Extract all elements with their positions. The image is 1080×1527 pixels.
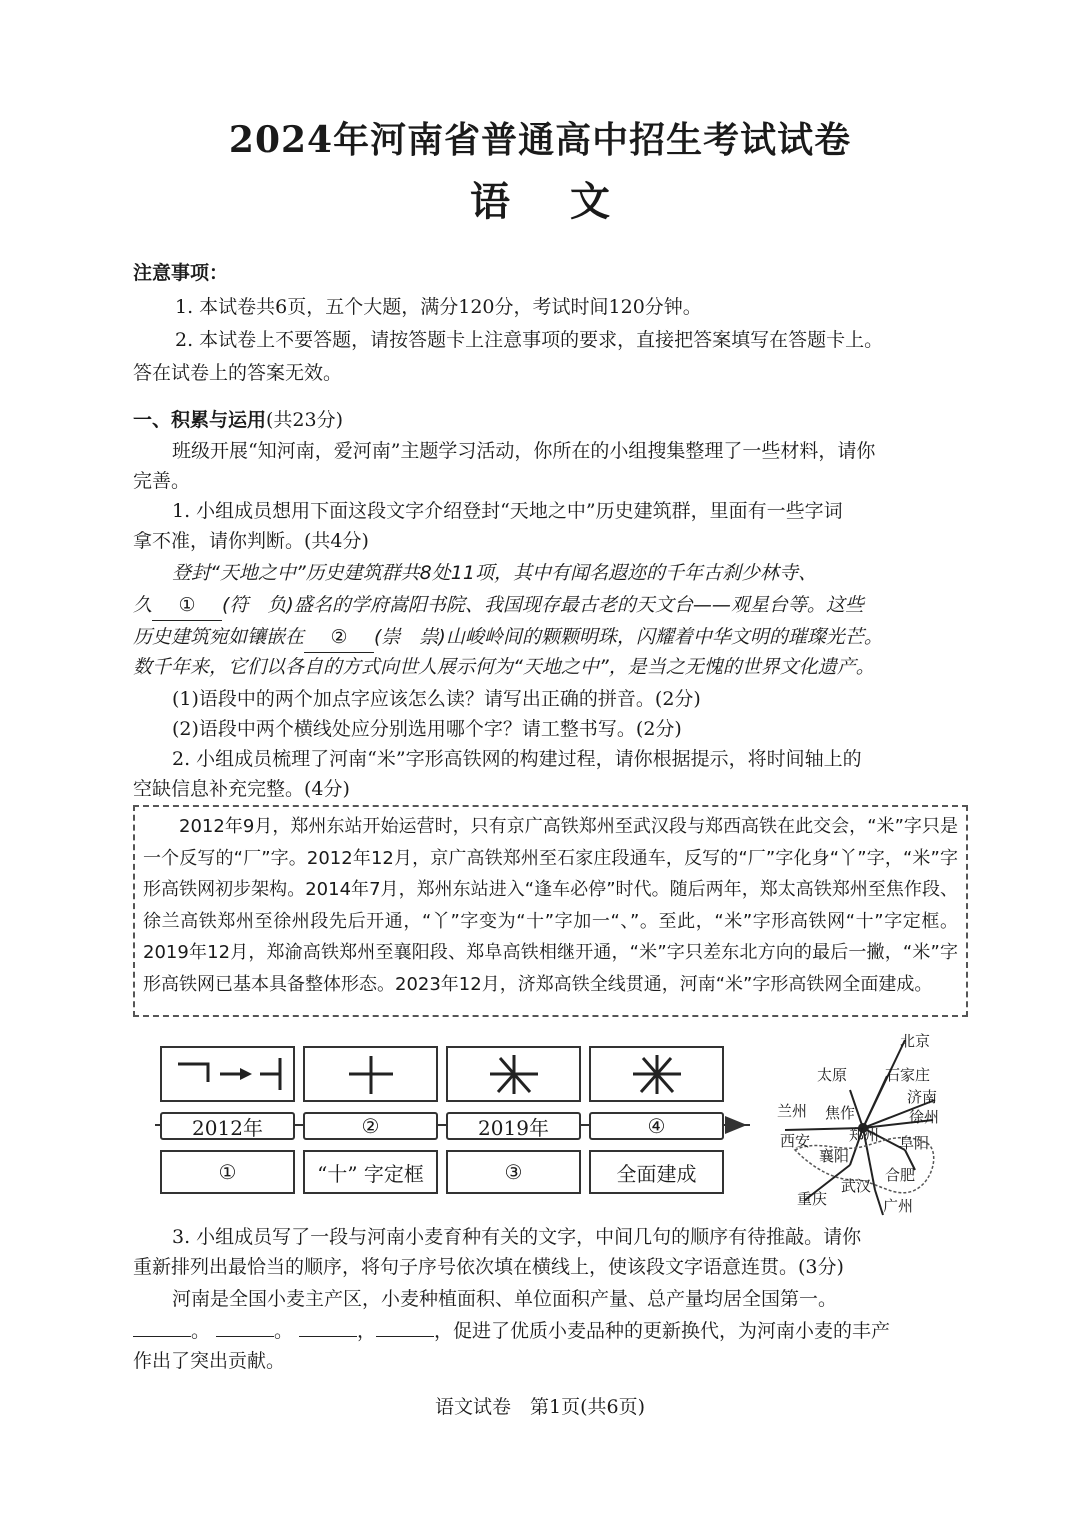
passage-text: 盛名的学府嵩阳书院、我国现存最古老的天文台——观星台等。这些	[293, 594, 864, 616]
q3-passage-tail: ，促进了优质小麦品种的更新换代，为河南小麦的丰产	[434, 1320, 891, 1342]
map-city-lanzhou: 兰州	[777, 1102, 808, 1120]
q3-blank-3	[299, 1336, 357, 1337]
q2-line-2: 空缺信息补充完整。(4分)	[133, 778, 350, 800]
notice-item-2: 2. 本试卷上不要答题，请按答题卡上注意事项的要求，直接把答案填写在答题卡上。	[175, 329, 884, 351]
timeline-diagram	[155, 1040, 750, 1200]
choice-1: (符 负)	[222, 594, 294, 616]
map-city-chongqing: 重庆	[797, 1190, 828, 1208]
section-heading	[133, 405, 343, 435]
map-city-zhengzhou: 郑州	[849, 1126, 880, 1144]
q3-blank-4	[376, 1336, 434, 1337]
map-city-hefei: 合肥	[885, 1166, 916, 1184]
section-score: (共23分)	[266, 409, 344, 431]
timeline-answer-3: ③	[446, 1150, 581, 1194]
map-city-beijing: 北京	[900, 1032, 931, 1050]
timeline-answer-4: 全面建成	[589, 1150, 724, 1194]
railway-history-box	[133, 805, 968, 1017]
q1-passage-line-4: 数千年来，它们以各自的方式向世人展示何为“天地之中”，是当之无愧的世界文化遗产。	[133, 656, 875, 678]
timeline-label-3: 2019年	[446, 1112, 581, 1140]
exam-title: 2024年河南省普通高中招生考试试卷	[228, 119, 852, 161]
subject-title: 语文	[470, 178, 670, 225]
q1-passage-line-2	[133, 590, 864, 621]
q3-passage-line-2: 。 。 ， ，促进了优质小麦品种的更新换代，为河南小麦的丰产	[133, 1316, 890, 1346]
blank-2: ②	[304, 622, 374, 653]
map-city-taiyuan: 太原	[817, 1066, 848, 1084]
q3-line-1: 3. 小组成员写了一段与河南小麦育种有关的文字，中间几句的顺序有待推敲。请你	[172, 1226, 862, 1248]
q2-line-1: 2. 小组成员梳理了河南“米”字形高铁网的构建过程，请你根据提示，将时间轴上的	[172, 748, 862, 770]
map-city-jiaozuo: 焦作	[825, 1104, 856, 1122]
q3-passage-line-1: 河南是全国小麦主产区，小麦种植面积、单位面积产量、总产量均居全国第一。	[172, 1288, 838, 1310]
timeline-answer-1: ①	[160, 1150, 295, 1194]
map-city-xiangyang: 襄阳	[819, 1147, 850, 1165]
q3-passage-line-3: 作出了突出贡献。	[133, 1350, 286, 1372]
q3-line-2: 重新排列出最恰当的顺序，将句子序号依次填在横线上，使该段文字语意连贯。(3分)	[133, 1256, 844, 1278]
map-city-wuhan: 武汉	[841, 1177, 872, 1195]
railway-history-text: 2012年9月，郑州东站开始运营时，只有京广高铁郑州至武汉段与郑西高铁在此交会，“米”字只是一个反写的“厂”字。2012年12月，京广高铁郑州至石家庄段通车，反写的“厂”字化身“丫”字，“米”字形高铁网初步架构。2014年7月，郑州东站进入“逢车必停”时代。随后两年，郑太高铁郑州至焦作段、徐兰高铁郑州至徐州段先后开通，“丫”字变为“十”字加一“、”。至此，“米”字形高铁网“十”字定框。2019年12月，郑渝高铁郑州至襄阳段、郑阜高铁相继开通，“米”字只差东北方向的最后一撇，“米”字形高铁网已基本具备整体形态。2023年12月，济郑高铁全线贯通，河南“米”字形高铁网全面建成。	[143, 816, 958, 995]
notice-item-1: 1. 本试卷共6页，五个大题，满分120分，考试时间120分钟。	[175, 296, 702, 318]
q1-passage-line-1: 登封“天地之中”历史建筑群共8处11项，其中有闻名遐迩的千年古刹少林寺、	[172, 562, 817, 584]
stage-3-glyph	[446, 1046, 581, 1102]
passage-text: 久	[133, 594, 153, 616]
reversed-factory-glyph-icon	[168, 1054, 288, 1094]
q1-line-1: 1. 小组成员想用下面这段文字介绍登封“天地之中”历史建筑群，里面有一些字词	[172, 500, 843, 522]
section-title: 一、积累与运用	[133, 409, 267, 431]
page-footer: 语文试卷 第1页(共6页)	[434, 1396, 645, 1418]
timeline-label-1: 2012年	[160, 1112, 295, 1140]
timeline-label-4: ④	[589, 1112, 724, 1140]
q3-blank-1	[133, 1336, 191, 1337]
q1-passage-line-3	[133, 622, 883, 653]
choice-2: (崇 祟)	[374, 626, 446, 648]
passage-text: 历史建筑宛如镶嵌在	[133, 626, 305, 648]
notice-item-2-cont: 答在试卷上的答案无效。	[133, 362, 343, 384]
map-city-xuzhou: 徐州	[909, 1108, 940, 1126]
map-city-fuyang: 阜阳	[899, 1134, 930, 1152]
timeline-answer-2: “十” 字定框	[303, 1150, 438, 1194]
timeline-label-2: ②	[303, 1112, 438, 1140]
mi-full-glyph-icon	[627, 1052, 687, 1096]
stage-2-glyph	[303, 1046, 438, 1102]
timeline-arrow-icon	[725, 1116, 749, 1134]
stage-4-glyph	[589, 1046, 724, 1102]
map-city-guangzhou: 广州	[883, 1197, 914, 1215]
ya-glyph-icon	[341, 1052, 401, 1096]
q1-sub-2: (2)语段中两个横线处应分别选用哪个字？请工整书写。(2分)	[172, 718, 682, 740]
intro-line-1: 班级开展“知河南，爱河南”主题学习活动，你所在的小组搜集整理了一些材料，请你	[172, 440, 876, 462]
map-city-xian: 西安	[780, 1132, 811, 1150]
blank-1: ①	[152, 590, 222, 621]
q1-sub-1: (1)语段中的两个加点字应该怎么读？请写出正确的拼音。(2分)	[172, 688, 701, 710]
rail-map	[775, 1030, 955, 1220]
map-city-jinan: 济南	[907, 1088, 938, 1106]
mi-partial-glyph-icon	[484, 1052, 544, 1096]
notice-heading: 注意事项：	[133, 262, 229, 284]
passage-text: 山峻岭间的颗颗明珠，闪耀着中华文明的璀璨光芒。	[445, 626, 883, 648]
intro-line-2: 完善。	[133, 470, 191, 492]
q3-blank-2	[216, 1336, 274, 1337]
stage-1-glyph	[160, 1046, 295, 1102]
q1-line-2: 拿不准，请你判断。(共4分)	[133, 530, 369, 552]
map-city-shijiazhuang: 石家庄	[885, 1066, 931, 1084]
